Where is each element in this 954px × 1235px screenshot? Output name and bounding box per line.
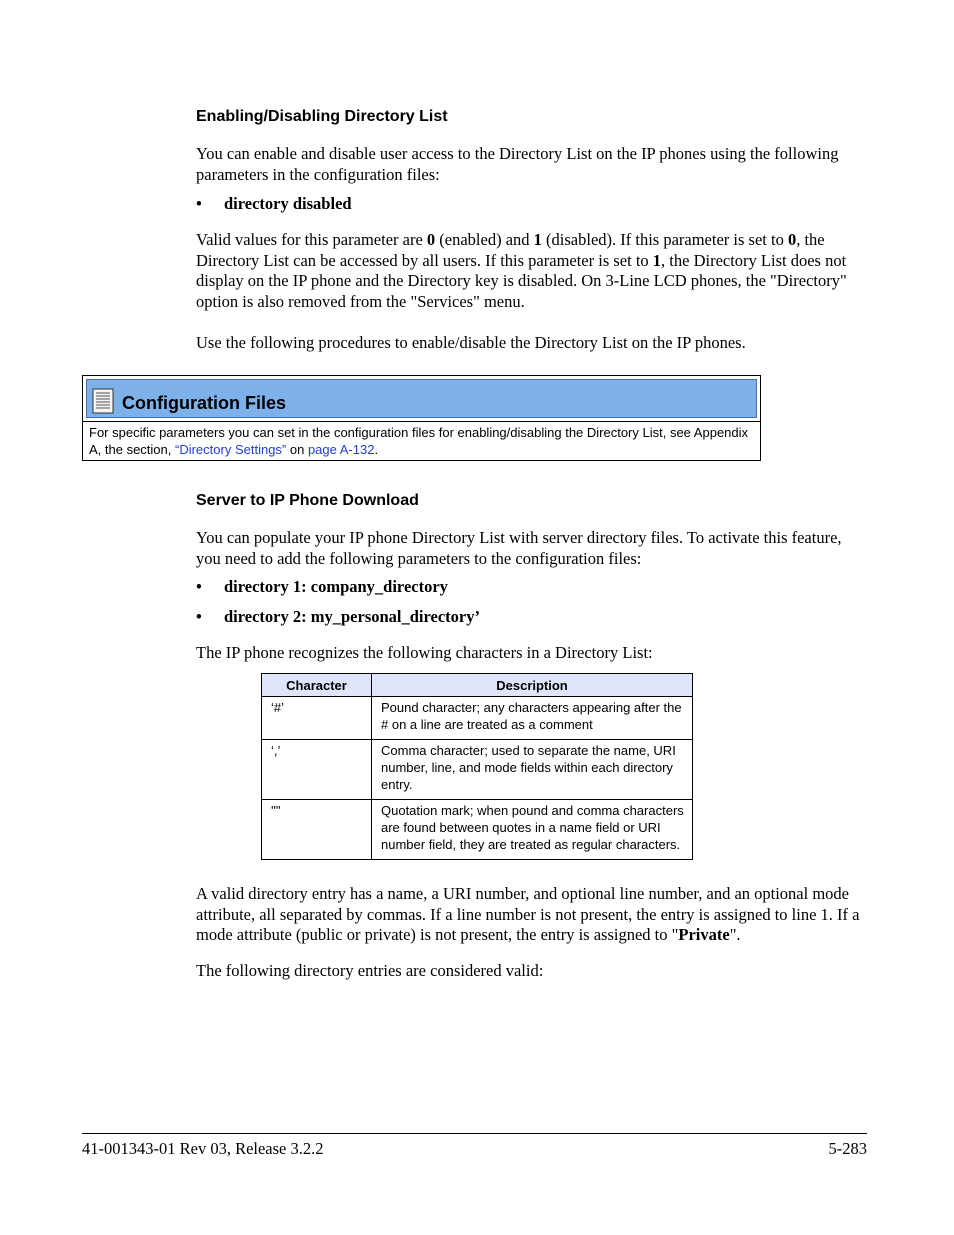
table-cell-character: '"' bbox=[262, 800, 372, 860]
document-icon bbox=[92, 388, 114, 414]
bullet-item bbox=[196, 194, 352, 214]
column-header-description: Description bbox=[372, 674, 693, 697]
bullet-text: directory disabled bbox=[224, 194, 352, 213]
table-row bbox=[262, 800, 693, 860]
valid-values-paragraph: Valid values for this parameter are 0 (enabled) and 1 (disabled). If this parameter is set to 0, the Directory List can be accessed by all users. If this parameter is set to 1, the Directory List does not display on the IP phone and the Directory key is disabled. On 3-Line LCD phones, the "Directory" option is also removed from the "Services" menu. bbox=[196, 230, 847, 311]
table-cell-description: Comma character; used to separate the name, URI number, line, and mode fields within each directory entry. bbox=[372, 740, 693, 800]
following-paragraph: The following directory entries are considered valid: bbox=[196, 961, 544, 980]
table-row bbox=[262, 740, 693, 800]
bullet-item bbox=[196, 607, 480, 627]
table-header-row bbox=[262, 674, 693, 697]
section-heading-server-download: Server to IP Phone Download bbox=[196, 492, 419, 509]
configuration-files-title: Configuration Files bbox=[122, 393, 286, 413]
column-header-character: Character bbox=[262, 674, 372, 697]
footer-page-number: 5-283 bbox=[828, 1139, 867, 1158]
table-cell-description: Quotation mark; when pound and comma characters are found between quotes in a name field or URI number field, they are treated as regular characters. bbox=[372, 800, 693, 860]
bullet-text: directory 2: my_personal_directory’ bbox=[224, 607, 480, 626]
characters-table bbox=[261, 673, 693, 860]
configuration-files-text: For specific parameters you can set in the configuration files for enabling/disabling the Directory List, see Appendix A, the section, “Directory Settings” on page A-132. bbox=[89, 425, 749, 457]
page-link[interactable]: page A-132 bbox=[307, 442, 375, 457]
bullet-dot: • bbox=[196, 194, 202, 213]
table-cell-character: ‘#’ bbox=[262, 697, 372, 740]
directory-settings-link[interactable]: “Directory Settings” bbox=[175, 442, 287, 457]
table-cell-description: Pound character; any characters appearing after the # on a line are treated as a comment bbox=[372, 697, 693, 740]
footer-divider bbox=[82, 1133, 867, 1134]
section2-intro: You can populate your IP phone Directory List with server directory files. To activate this feature, you need to add the following parameters to the configuration files: bbox=[196, 528, 842, 568]
configuration-files-box bbox=[82, 375, 761, 461]
bullet-dot: • bbox=[196, 577, 202, 596]
divider bbox=[83, 421, 760, 422]
section1-intro: You can enable and disable user access to the Directory List on the IP phones using the following parameters in the configuration files: bbox=[196, 144, 839, 184]
valid-entry-paragraph: A valid directory entry has a name, a URI number, and optional line number, and an optional mode attribute, all separated by commas. If a line number is not present, the entry is assigned to line 1. If a mode attribute (public or private) is not present, the entry is assigned to "Private". bbox=[196, 884, 860, 944]
section-heading-enabling: Enabling/Disabling Directory List bbox=[196, 108, 448, 125]
procedures-paragraph: Use the following procedures to enable/disable the Directory List on the IP phones. bbox=[196, 333, 746, 352]
recognizes-paragraph: The IP phone recognizes the following characters in a Directory List: bbox=[196, 643, 653, 662]
configuration-files-header bbox=[86, 379, 757, 418]
table-row bbox=[262, 697, 693, 740]
footer-doc-id: 41-001343-01 Rev 03, Release 3.2.2 bbox=[82, 1139, 324, 1158]
bullet-item bbox=[196, 577, 448, 597]
bullet-text: directory 1: company_directory bbox=[224, 577, 448, 596]
table-cell-character: ‘,’ bbox=[262, 740, 372, 800]
bullet-dot: • bbox=[196, 607, 202, 626]
